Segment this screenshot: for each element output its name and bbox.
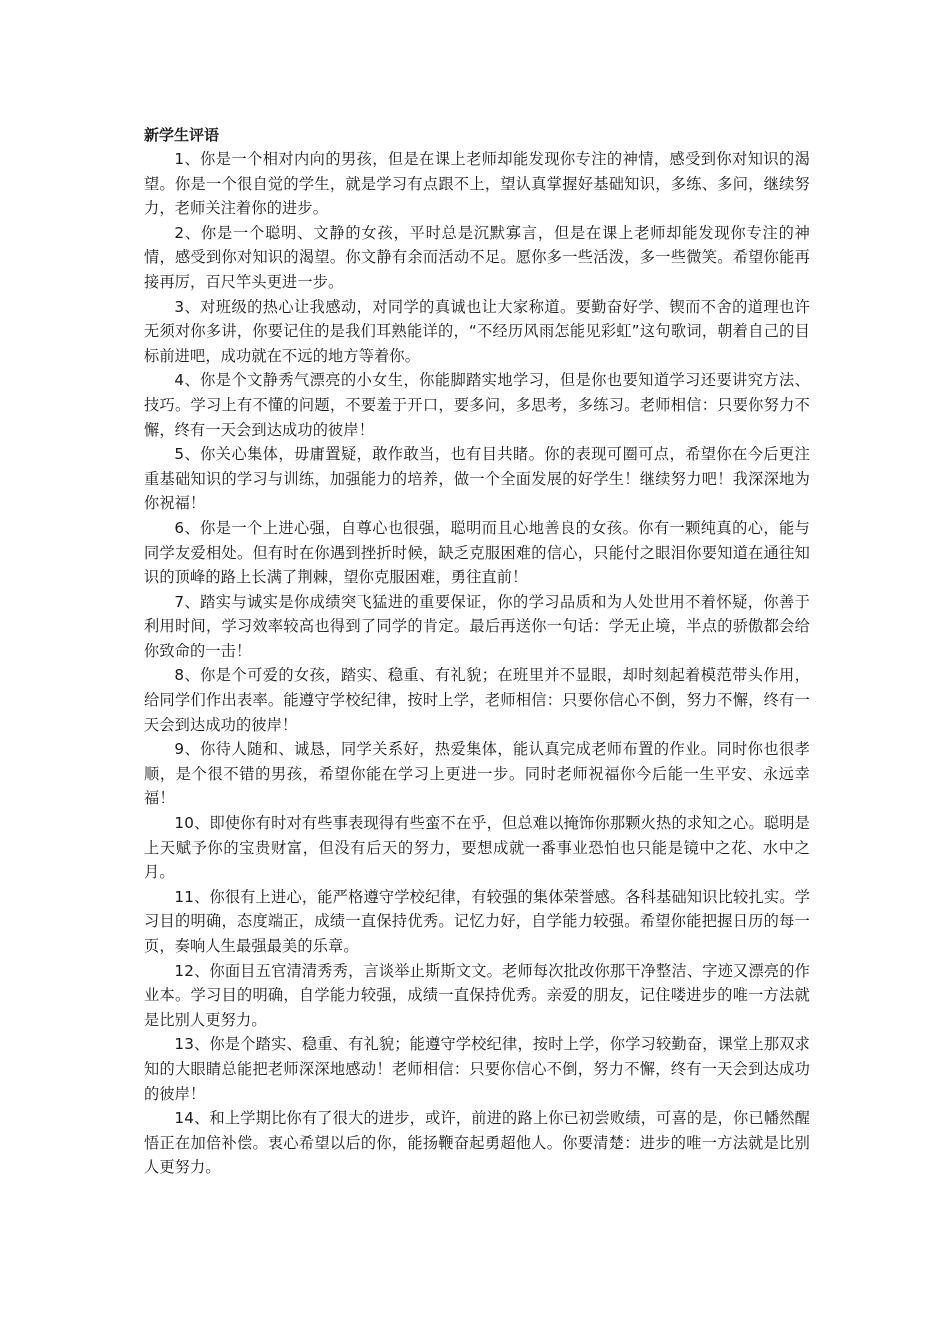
comment-paragraph-5: 5、你关心集体，毋庸置疑，敢作敢当，也有目共睹。你的表现可圈可点，希望你在今后更注重基础知识的学习与训练，加强能力的培养，做一个全面发展的好学生！继续努力吧！我深深地为你祝福！ [144,445,810,513]
comment-paragraph-10: 10、即使你有时对有些事表现得有些蛮不在乎，但总难以掩饰你那颗火热的求知之心。聪明是上天赋予你的宝贵财富，但没有后天的努力，要想成就一番事业恐怕也只能是镜中之花、水中之月。 [144,814,810,882]
comment-paragraph-6: 6、你是一个上进心强，自尊心也很强，聪明而且心地善良的女孩。你有一颗纯真的心，能与同学友爱相处。但有时在你遇到挫折时候，缺乏克服困难的信心，只能付之眼泪你要知道在通往知识的顶峰的路上长满了荆棘，望你克服困难，勇往直前！ [144,518,810,587]
document-page [144,123,810,1180]
document-title: 新学生评语 [144,126,220,144]
comment-paragraph-2: 2、你是一个聪明、文静的女孩，平时总是沉默寡言，但是在课上老师却能发现你专注的神情，感受到你对知识的渴望。你文静有余而活动不足。愿你多一些活泼，多一些微笑。希望你能再接再厉，百尺竿头更进一步。 [144,223,810,291]
comment-paragraph-12: 12、你面目五官清清秀秀，言谈举止斯斯文文。老师每次批改你那干净整洁、字迹又漂亮的作业本。学习目的明确，自学能力较强，成绩一直保持优秀。亲爱的朋友，记住喽进步的唯一方法就是比别人更努力。 [144,961,810,1029]
comment-paragraph-8: 8、你是个可爱的女孩，踏实、稳重、有礼貌；在班里并不显眼，却时刻起着模范带头作用，给同学们作出表率。能遵守学校纪律，按时上学，老师相信：只要你信心不倒，努力不懈，终有一天会到达成功的彼岸！ [144,666,810,734]
comment-paragraph-3: 3、对班级的热心让我感动，对同学的真诚也让大家称道。要勤奋好学、锲而不舍的道理也许无须对你多讲，你要记住的是我们耳熟能详的，“不经历风雨怎能见彩虹”这句歌词，朝着自己的目标前进吧，成功就在不远的地方等着你。 [144,297,810,365]
comment-paragraph-4: 4、你是个文静秀气漂亮的小女生，你能脚踏实地学习，但是你也要知道学习还要讲究方法、技巧。学习上有不懂的问题，不要羞于开口，要多问，多思考，多练习。老师相信：只要你努力不懈，终有一天会到达成功的彼岸！ [144,371,810,439]
comment-paragraph-1: 1、你是一个相对内向的男孩，但是在课上老师却能发现你专注的神情，感受到你对知识的渴望。你是一个很自觉的学生，就是学习有点跟不上，望认真掌握好基础知识，多练、多问，继续努力，老师关注着你的进步。 [144,150,810,218]
comment-paragraph-7: 7、踏实与诚实是你成绩突飞猛进的重要保证，你的学习品质和为人处世用不着怀疑，你善于利用时间，学习效率较高也得到了同学的肯定。最后再送你一句话：学无止境，半点的骄傲都会给你致命的一击！ [144,592,810,660]
comment-paragraph-11: 11、你很有上进心，能严格遵守学校纪律，有较强的集体荣誉感。各科基础知识比较扎实。学习目的明确，态度端正，成绩一直保持优秀。记忆力好，自学能力较强。希望你能把握日历的每一页，奏响人生最强最美的乐章。 [144,887,810,955]
comment-paragraph-14: 14、和上学期比你有了很大的进步，或许，前进的路上你已初尝败绩，可喜的是，你已幡然醒悟正在加倍补偿。衷心希望以后的你，能扬鞭奋起勇超他人。你要清楚：进步的唯一方法就是比别人更努力。 [144,1109,810,1177]
comment-paragraph-9: 9、你待人随和、诚恳，同学关系好，热爱集体，能认真完成老师布置的作业。同时你也很孝顺，是个很不错的男孩，希望你能在学习上更进一步。同时老师祝福你今后能一生平安、永远幸福！ [144,740,810,808]
comment-paragraph-13: 13、你是个踏实、稳重、有礼貌；能遵守学校纪律，按时上学，你学习较勤奋，课堂上那双求知的大眼睛总能把老师深深地感动！老师相信：只要你信心不倒，努力不懈，终有一天会到达成功的彼岸！ [144,1035,810,1103]
